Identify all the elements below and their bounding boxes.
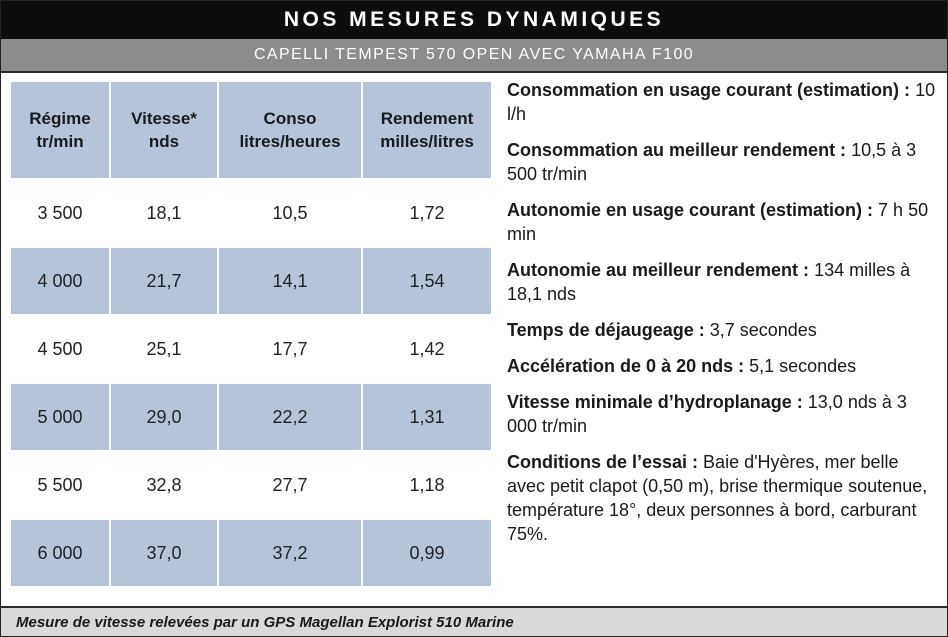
spec-value: 5,1 secondes <box>749 356 857 376</box>
spec-value: Baie d'Hyères, mer belle avec petit clapot (0,50 m), brise thermique soutenue, température 18°, deux personnes à bord, carburant 75%. <box>507 452 928 544</box>
spec-label: Vitesse minimale d’hydroplanage : <box>507 392 803 412</box>
cell-conso: 37,2 <box>218 519 362 587</box>
cell-vitesse: 37,0 <box>110 519 218 587</box>
measures-table <box>9 80 493 588</box>
spec-label: Conditions de l’essai : <box>507 452 699 472</box>
cell-regime: 4 500 <box>10 315 110 383</box>
cell-rendement: 0,99 <box>362 519 492 587</box>
table-row <box>10 519 492 587</box>
spec-label: Temps de déjaugeage : <box>507 320 705 340</box>
table-row <box>10 315 492 383</box>
spec-item <box>507 450 937 546</box>
cell-vitesse: 32,8 <box>110 451 218 519</box>
table-row <box>10 247 492 315</box>
cell-regime: 3 500 <box>10 179 110 247</box>
cell-vitesse: 21,7 <box>110 247 218 315</box>
cell-rendement: 1,54 <box>362 247 492 315</box>
cell-vitesse: 25,1 <box>110 315 218 383</box>
cell-conso: 27,7 <box>218 451 362 519</box>
spec-item <box>507 78 937 126</box>
cell-regime: 6 000 <box>10 519 110 587</box>
spec-item <box>507 258 937 306</box>
spec-value: 10 l/h <box>507 80 936 124</box>
specs-list <box>507 78 937 558</box>
column-header-conso: Conso litres/heures <box>218 81 362 179</box>
panel-title: NOS MESURES DYNAMIQUES <box>1 1 947 39</box>
table-row <box>10 451 492 519</box>
spec-label: Accélération de 0 à 20 nds : <box>507 356 745 376</box>
cell-regime: 4 000 <box>10 247 110 315</box>
cell-rendement: 1,42 <box>362 315 492 383</box>
table-row <box>10 179 492 247</box>
cell-conso: 22,2 <box>218 383 362 451</box>
spec-item <box>507 198 937 246</box>
footnote: Mesure de vitesse relevées par un GPS Magellan Explorist 510 Marine <box>1 606 947 636</box>
spec-label: Autonomie au meilleur rendement : <box>507 260 810 280</box>
spec-value: 3,7 secondes <box>709 320 817 340</box>
spec-label: Consommation au meilleur rendement : <box>507 140 847 160</box>
cell-conso: 17,7 <box>218 315 362 383</box>
cell-vitesse: 18,1 <box>110 179 218 247</box>
table-header-row <box>10 81 492 179</box>
panel-subtitle: CAPELLI TEMPEST 570 OPEN AVEC YAMAHA F100 <box>1 39 947 73</box>
cell-vitesse: 29,0 <box>110 383 218 451</box>
column-header-regime: Régime tr/min <box>10 81 110 179</box>
spec-value: 10,5 à 3 500 tr/min <box>507 140 917 184</box>
spec-item <box>507 138 937 186</box>
spec-label: Autonomie en usage courant (estimation) : <box>507 200 874 220</box>
cell-conso: 14,1 <box>218 247 362 315</box>
spec-value: 7 h 50 min <box>507 200 929 244</box>
cell-conso: 10,5 <box>218 179 362 247</box>
spec-value: 13,0 nds à 3 000 tr/min <box>507 392 907 436</box>
cell-rendement: 1,31 <box>362 383 492 451</box>
cell-rendement: 1,72 <box>362 179 492 247</box>
column-header-vitesse: Vitesse* nds <box>110 81 218 179</box>
spec-item <box>507 318 937 342</box>
spec-item <box>507 354 937 378</box>
table-row <box>10 383 492 451</box>
cell-regime: 5 000 <box>10 383 110 451</box>
spec-item <box>507 390 937 438</box>
spec-value: 134 milles à 18,1 nds <box>507 260 911 304</box>
cell-rendement: 1,18 <box>362 451 492 519</box>
spec-label: Consommation en usage courant (estimation) : <box>507 80 911 100</box>
cell-regime: 5 500 <box>10 451 110 519</box>
column-header-rendement: Rendement milles/litres <box>362 81 492 179</box>
